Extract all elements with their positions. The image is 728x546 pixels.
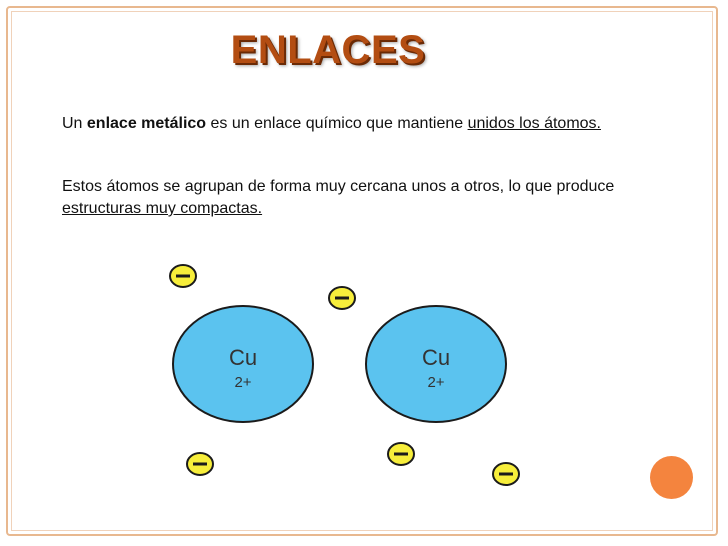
atom-2-symbol: Cu (421, 345, 451, 370)
slide-title: ENLACES (230, 28, 426, 72)
atom-1-symbol: Cu (228, 345, 258, 370)
p2-text: Estos átomos se agrupan de forma muy cercana unos a otros, lo que produce (62, 178, 615, 195)
electron-5 (493, 463, 519, 485)
atom-2 (366, 306, 506, 422)
p1-bold-term: enlace metálico (86, 115, 207, 132)
p2-underlined: estructuras muy compactas. (62, 200, 263, 217)
atom-1-charge: 2+ (234, 374, 252, 391)
electron-2 (329, 287, 355, 309)
p1-pre: Un (62, 115, 87, 132)
electron-1 (170, 265, 196, 287)
p1-mid: es un enlace químico que mantiene (206, 115, 468, 132)
electron-4 (388, 443, 414, 465)
decorative-orange-circle (650, 456, 693, 499)
atom-2-charge: 2+ (427, 374, 445, 391)
atom-1 (173, 306, 313, 422)
electron-3 (187, 453, 213, 475)
p1-underlined: unidos los átomos. (467, 115, 601, 132)
